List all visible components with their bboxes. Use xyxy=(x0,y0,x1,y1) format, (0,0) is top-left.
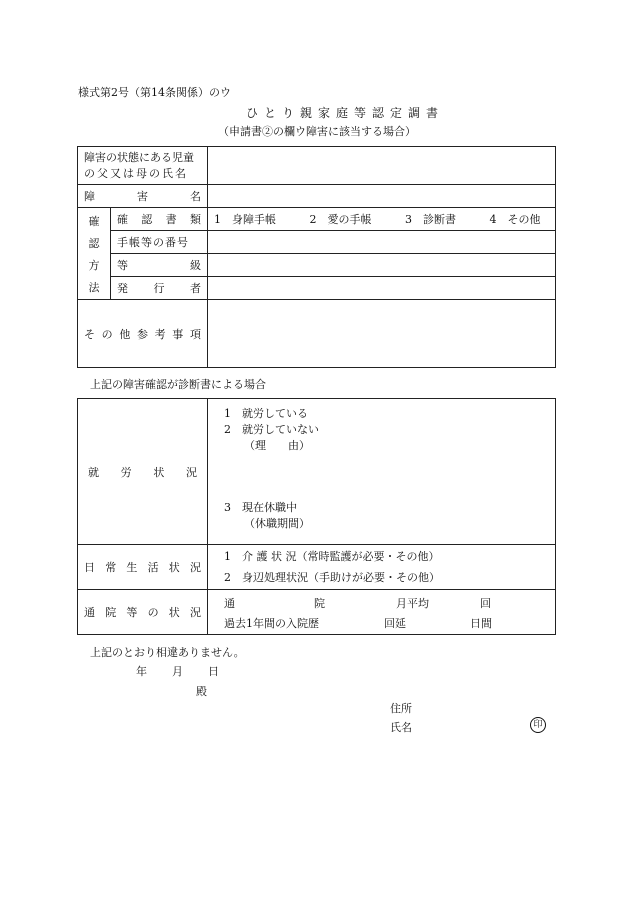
work-leave-period-label: （休職期間） xyxy=(244,517,310,530)
work-status-cell xyxy=(208,399,556,545)
disability-name-field[interactable] xyxy=(208,185,556,208)
visit-char-b: 院 xyxy=(314,597,325,610)
disability-name-char: 害 xyxy=(137,190,148,203)
notebook-number-label: 手帳等の番号 xyxy=(117,236,189,249)
work-reason-label: （理 由） xyxy=(244,439,310,452)
confirm-method-label-cell xyxy=(78,208,111,300)
doc-option-ai-notebook[interactable]: 2 愛の手帳 xyxy=(309,213,372,226)
doc-type-char: 書 xyxy=(165,213,177,226)
other-ref-char: 考 xyxy=(154,327,166,341)
confirm-method-char: 法 xyxy=(88,280,100,294)
document-subtitle: （申請書②の欄ウ障害に該当する場合） xyxy=(218,125,416,138)
grade-char: 級 xyxy=(190,259,201,272)
issuer-field[interactable] xyxy=(208,277,556,300)
doc-option-medical-certificate[interactable]: 3 診断書 xyxy=(405,213,456,226)
visit-times-label: 回 xyxy=(480,597,491,610)
hospital-char: 通 xyxy=(84,606,95,619)
other-ref-char: 項 xyxy=(189,327,201,341)
work-char: 就 xyxy=(88,465,99,479)
other-ref-char: そ xyxy=(84,327,95,341)
visit-char-a: 通 xyxy=(224,597,235,610)
work-option-on-leave[interactable]: 3 現在休職中 xyxy=(224,501,297,514)
hospital-char: 況 xyxy=(189,606,201,619)
daily-char: 常 xyxy=(105,561,117,574)
other-ref-label-cell xyxy=(78,300,208,368)
parent-name-label-line1: 障害の状態にある児童 xyxy=(84,150,194,164)
work-option-employed[interactable]: 1 就労している xyxy=(224,407,308,420)
parent-name-label-cell xyxy=(78,147,208,185)
issuer-char: 行 xyxy=(153,282,165,295)
issuer-label-cell xyxy=(111,277,208,300)
grade-char: 等 xyxy=(117,259,128,272)
other-ref-char: の xyxy=(101,327,113,341)
daily-char: 日 xyxy=(84,561,95,574)
seal-mark xyxy=(530,717,546,733)
work-status-label-cell xyxy=(78,399,208,545)
admission-times-label: 回延 xyxy=(384,617,406,630)
daily-char: 状 xyxy=(168,561,180,574)
doc-option-other[interactable]: 4 その他 xyxy=(489,213,541,226)
confirm-method-char: 方 xyxy=(88,258,100,272)
date-month-label: 月 xyxy=(172,665,183,678)
disability-name-char: 障 xyxy=(84,190,95,203)
confirm-method-char: 確 xyxy=(88,214,100,228)
work-char: 労 xyxy=(120,465,132,479)
daily-char: 況 xyxy=(189,561,201,574)
grade-label-cell xyxy=(111,254,208,277)
issuer-char: 発 xyxy=(117,282,128,295)
date-day-label: 日 xyxy=(208,665,219,678)
hospital-char: 等 xyxy=(126,606,138,619)
grade-field[interactable] xyxy=(208,254,556,277)
daily-option-care[interactable]: 1 介 護 状 況（常時監護が必要・その他） xyxy=(224,550,440,563)
parent-name-label-line2: の父又は母の氏名 xyxy=(84,166,188,180)
date-year-label: 年 xyxy=(136,665,147,678)
confirm-method-char: 認 xyxy=(88,236,100,250)
admission-history-label: 過去1年間の入院歴 xyxy=(224,617,319,630)
disability-name-label-cell xyxy=(78,185,208,208)
daily-char: 活 xyxy=(147,561,159,574)
seal-char: 印 xyxy=(533,719,543,730)
doc-type-label-cell xyxy=(111,208,208,231)
daily-life-label-cell xyxy=(78,545,208,590)
doc-option-disability-notebook[interactable]: 1 身障手帳 xyxy=(214,213,276,226)
other-ref-char: 事 xyxy=(172,327,184,341)
other-ref-char: 参 xyxy=(136,327,148,341)
work-option-unemployed[interactable]: 2 就労していない xyxy=(224,423,319,436)
work-char: 況 xyxy=(185,465,197,479)
daily-life-cell xyxy=(208,545,556,590)
other-ref-char: 他 xyxy=(119,327,131,341)
doc-type-char: 類 xyxy=(189,213,201,226)
hospital-char: の xyxy=(147,606,159,619)
daily-char: 生 xyxy=(126,561,138,574)
disability-name-char: 名 xyxy=(190,190,201,203)
other-ref-field[interactable] xyxy=(208,300,556,368)
issuer-char: 者 xyxy=(190,282,201,295)
daily-option-self-care[interactable]: 2 身辺処理状況（手助けが必要・その他） xyxy=(224,571,440,584)
diagnosis-table xyxy=(77,398,556,635)
address-label: 住所 xyxy=(390,702,412,715)
name-label: 氏名 xyxy=(390,721,412,734)
doc-type-options xyxy=(208,208,556,231)
document-title: ひとり親家庭等認定調書 xyxy=(246,106,445,120)
parent-name-field[interactable] xyxy=(208,147,556,185)
hospital-char: 院 xyxy=(105,606,117,619)
visit-monthly-avg-label: 月平均 xyxy=(396,597,429,610)
form-label: 様式第2号（第14条関係）のウ xyxy=(78,86,231,99)
notebook-number-field[interactable] xyxy=(208,231,556,254)
hospital-char: 状 xyxy=(168,606,180,619)
declaration-text: 上記のとおり相違ありません。 xyxy=(90,646,245,659)
admission-days-label: 日間 xyxy=(470,617,492,630)
hospital-label-cell xyxy=(78,590,208,635)
doc-type-char: 認 xyxy=(141,213,153,226)
notebook-number-label-cell xyxy=(111,231,208,254)
work-char: 状 xyxy=(153,465,165,479)
addressee-label: 殿 xyxy=(196,685,207,698)
diagnosis-note: 上記の障害確認が診断書による場合 xyxy=(90,378,266,391)
doc-type-char: 確 xyxy=(117,213,128,226)
applicant-table xyxy=(77,146,556,368)
hospital-cell xyxy=(208,590,556,635)
